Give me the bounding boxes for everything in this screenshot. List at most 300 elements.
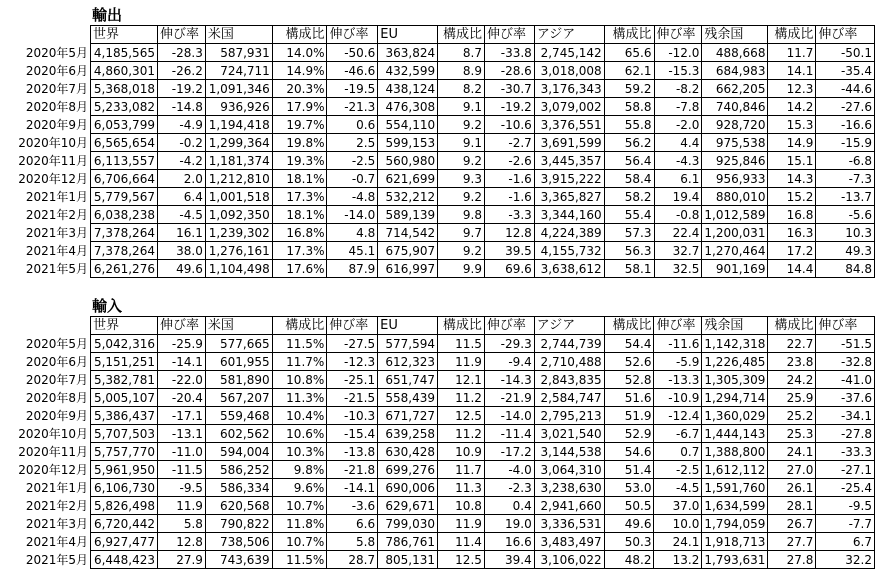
- data-cell[interactable]: 10.7%: [272, 533, 327, 551]
- data-cell[interactable]: 9.3: [438, 170, 485, 188]
- data-cell[interactable]: 5,961,950: [91, 461, 158, 479]
- row-label[interactable]: 2020年11月: [18, 153, 88, 168]
- data-cell[interactable]: 49.6: [157, 260, 205, 278]
- data-cell[interactable]: 5,779,567: [91, 188, 158, 206]
- data-cell[interactable]: 3,238,630: [534, 479, 604, 497]
- row-label[interactable]: 2021年3月: [25, 516, 89, 531]
- data-cell[interactable]: 738,506: [205, 533, 272, 551]
- data-cell[interactable]: 1,226,485: [702, 353, 768, 371]
- column-header[interactable]: 伸び率: [484, 317, 534, 335]
- data-cell[interactable]: 8.2: [438, 80, 485, 98]
- data-cell[interactable]: 3,344,160: [534, 206, 604, 224]
- data-cell[interactable]: 476,308: [378, 98, 438, 116]
- data-cell[interactable]: 1,104,498: [205, 260, 272, 278]
- data-cell[interactable]: 58.1: [604, 260, 654, 278]
- data-cell[interactable]: 58.2: [604, 188, 654, 206]
- data-cell[interactable]: 14.0%: [272, 44, 327, 62]
- data-cell[interactable]: 28.7: [327, 551, 378, 569]
- column-header[interactable]: 構成比: [768, 26, 816, 44]
- data-cell[interactable]: 601,955: [205, 353, 272, 371]
- data-cell[interactable]: -21.5: [327, 389, 378, 407]
- data-cell[interactable]: 3,079,002: [534, 98, 604, 116]
- data-cell[interactable]: -1.6: [485, 170, 535, 188]
- data-cell[interactable]: 9.2: [438, 152, 485, 170]
- data-cell[interactable]: -2.7: [485, 134, 535, 152]
- column-header[interactable]: 構成比: [604, 317, 654, 335]
- data-cell[interactable]: 51.4: [604, 461, 654, 479]
- column-header[interactable]: 構成比: [437, 317, 484, 335]
- row-label[interactable]: 2020年5月: [25, 336, 89, 351]
- data-cell[interactable]: 11.4: [437, 533, 484, 551]
- data-cell[interactable]: 6,706,664: [91, 170, 158, 188]
- data-cell[interactable]: 1,305,309: [702, 371, 768, 389]
- data-cell[interactable]: 23.8: [768, 353, 816, 371]
- data-cell[interactable]: -26.2: [157, 62, 205, 80]
- data-cell[interactable]: 52.8: [604, 371, 654, 389]
- data-cell[interactable]: 5.8: [327, 533, 378, 551]
- data-cell[interactable]: -6.7: [654, 425, 702, 443]
- data-cell[interactable]: -2.0: [654, 116, 702, 134]
- data-cell[interactable]: 52.6: [604, 353, 654, 371]
- data-cell[interactable]: -0.8: [654, 206, 702, 224]
- data-cell[interactable]: -2.5: [654, 461, 702, 479]
- row-label[interactable]: 2020年11月: [18, 444, 89, 459]
- data-cell[interactable]: 51.6: [604, 389, 654, 407]
- data-cell[interactable]: 6.4: [157, 188, 205, 206]
- data-cell[interactable]: -4.5: [654, 479, 702, 497]
- data-cell[interactable]: 48.2: [604, 551, 654, 569]
- column-header[interactable]: 残余国: [702, 317, 768, 335]
- column-header[interactable]: 残余国: [702, 26, 768, 44]
- data-cell[interactable]: 19.8%: [272, 134, 327, 152]
- data-cell[interactable]: 3,915,222: [534, 170, 604, 188]
- column-header[interactable]: 米国: [205, 317, 272, 335]
- data-cell[interactable]: 586,334: [205, 479, 272, 497]
- data-cell[interactable]: 532,212: [378, 188, 438, 206]
- data-cell[interactable]: 9.8: [438, 206, 485, 224]
- data-cell[interactable]: 438,124: [378, 80, 438, 98]
- data-cell[interactable]: -27.8: [816, 425, 875, 443]
- data-cell[interactable]: 12.1: [437, 371, 484, 389]
- data-cell[interactable]: 1,918,713: [702, 533, 768, 551]
- data-cell[interactable]: 956,933: [702, 170, 768, 188]
- data-cell[interactable]: -3.3: [485, 206, 535, 224]
- column-header[interactable]: EU: [378, 26, 438, 44]
- data-cell[interactable]: 28.1: [768, 497, 816, 515]
- data-cell[interactable]: 17.2: [768, 242, 816, 260]
- data-cell[interactable]: 901,169: [702, 260, 768, 278]
- data-cell[interactable]: -8.2: [654, 80, 702, 98]
- data-cell[interactable]: 4,185,565: [91, 44, 158, 62]
- data-cell[interactable]: 1,270,464: [702, 242, 768, 260]
- data-cell[interactable]: -0.7: [327, 170, 378, 188]
- column-header[interactable]: 世界: [91, 317, 158, 335]
- data-cell[interactable]: -37.6: [816, 389, 875, 407]
- data-cell[interactable]: 12.8: [158, 533, 206, 551]
- data-cell[interactable]: 12.3: [768, 80, 816, 98]
- row-label[interactable]: 2021年3月: [25, 225, 88, 240]
- data-cell[interactable]: 5,233,082: [91, 98, 158, 116]
- data-cell[interactable]: 6,261,276: [91, 260, 158, 278]
- data-cell[interactable]: 589,139: [378, 206, 438, 224]
- data-cell[interactable]: 2,795,213: [534, 407, 604, 425]
- data-cell[interactable]: 4.4: [654, 134, 702, 152]
- data-cell[interactable]: 16.8: [768, 206, 816, 224]
- data-cell[interactable]: 24.2: [768, 371, 816, 389]
- data-cell[interactable]: 15.3: [768, 116, 816, 134]
- data-cell[interactable]: -6.8: [816, 152, 875, 170]
- data-cell[interactable]: 928,720: [702, 116, 768, 134]
- data-cell[interactable]: 55.4: [604, 206, 654, 224]
- data-cell[interactable]: 10.8: [437, 497, 484, 515]
- data-cell[interactable]: 5,382,781: [91, 371, 158, 389]
- data-cell[interactable]: 0.7: [654, 443, 702, 461]
- data-cell[interactable]: -30.7: [485, 80, 535, 98]
- data-cell[interactable]: 14.9%: [272, 62, 327, 80]
- data-cell[interactable]: 1,001,518: [205, 188, 272, 206]
- data-cell[interactable]: 558,439: [378, 389, 438, 407]
- data-cell[interactable]: -7.3: [816, 170, 875, 188]
- data-cell[interactable]: 17.9%: [272, 98, 327, 116]
- data-cell[interactable]: 17.6%: [272, 260, 327, 278]
- data-cell[interactable]: 671,727: [378, 407, 438, 425]
- row-label[interactable]: 2021年4月: [25, 243, 88, 258]
- data-cell[interactable]: -9.5: [158, 479, 206, 497]
- data-cell[interactable]: 7,378,264: [91, 242, 158, 260]
- data-cell[interactable]: 26.1: [768, 479, 816, 497]
- data-cell[interactable]: -7.7: [816, 515, 875, 533]
- data-cell[interactable]: -13.8: [327, 443, 378, 461]
- data-cell[interactable]: 1,294,714: [702, 389, 768, 407]
- data-cell[interactable]: 1,634,599: [702, 497, 768, 515]
- data-cell[interactable]: -11.4: [484, 425, 534, 443]
- data-cell[interactable]: -33.3: [816, 443, 875, 461]
- data-cell[interactable]: 3,021,540: [534, 425, 604, 443]
- data-cell[interactable]: 58.4: [604, 170, 654, 188]
- data-cell[interactable]: 25.9: [768, 389, 816, 407]
- data-cell[interactable]: 25.3: [768, 425, 816, 443]
- column-header[interactable]: 構成比: [272, 317, 327, 335]
- data-cell[interactable]: 630,428: [378, 443, 438, 461]
- column-header[interactable]: 構成比: [768, 317, 816, 335]
- data-cell[interactable]: 363,824: [378, 44, 438, 62]
- data-cell[interactable]: 17.3%: [272, 242, 327, 260]
- data-cell[interactable]: 39.5: [485, 242, 535, 260]
- data-cell[interactable]: 11.7: [768, 44, 816, 62]
- data-cell[interactable]: 12.8: [485, 224, 535, 242]
- column-header[interactable]: 世界: [91, 26, 158, 44]
- data-cell[interactable]: -1.6: [485, 188, 535, 206]
- data-cell[interactable]: 11.9: [437, 353, 484, 371]
- column-header[interactable]: 構成比: [272, 26, 327, 44]
- row-label[interactable]: 2020年8月: [25, 99, 88, 114]
- data-cell[interactable]: -5.9: [654, 353, 702, 371]
- data-cell[interactable]: 16.6: [484, 533, 534, 551]
- data-cell[interactable]: 621,699: [378, 170, 438, 188]
- column-header[interactable]: アジア: [534, 317, 604, 335]
- data-cell[interactable]: 3,064,310: [534, 461, 604, 479]
- row-label[interactable]: 2020年12月: [18, 462, 89, 477]
- data-cell[interactable]: 26.7: [768, 515, 816, 533]
- data-cell[interactable]: 2,745,142: [534, 44, 604, 62]
- column-header[interactable]: 伸び率: [816, 317, 875, 335]
- data-cell[interactable]: 790,822: [205, 515, 272, 533]
- data-cell[interactable]: 1,794,059: [702, 515, 768, 533]
- data-cell[interactable]: 581,890: [205, 371, 272, 389]
- data-cell[interactable]: -12.3: [327, 353, 378, 371]
- data-cell[interactable]: -2.6: [485, 152, 535, 170]
- data-cell[interactable]: -27.5: [327, 335, 378, 353]
- data-cell[interactable]: 0.4: [484, 497, 534, 515]
- data-cell[interactable]: 12.5: [437, 407, 484, 425]
- data-cell[interactable]: 38.0: [157, 242, 205, 260]
- row-label[interactable]: 2021年2月: [25, 207, 88, 222]
- data-cell[interactable]: 1,591,760: [702, 479, 768, 497]
- data-cell[interactable]: 6,106,730: [91, 479, 158, 497]
- data-cell[interactable]: 56.4: [604, 152, 654, 170]
- data-cell[interactable]: 87.9: [327, 260, 378, 278]
- data-cell[interactable]: 22.7: [768, 335, 816, 353]
- data-cell[interactable]: 5.8: [158, 515, 206, 533]
- data-cell[interactable]: 6,448,423: [91, 551, 158, 569]
- data-cell[interactable]: -33.8: [485, 44, 535, 62]
- data-cell[interactable]: -51.5: [816, 335, 875, 353]
- data-cell[interactable]: 10.0: [654, 515, 702, 533]
- data-cell[interactable]: 24.1: [654, 533, 702, 551]
- data-cell[interactable]: 488,668: [702, 44, 768, 62]
- data-cell[interactable]: 11.7: [437, 461, 484, 479]
- data-cell[interactable]: -4.2: [157, 152, 205, 170]
- data-cell[interactable]: 14.9: [768, 134, 816, 152]
- column-header[interactable]: 構成比: [604, 26, 654, 44]
- data-cell[interactable]: 4,224,389: [534, 224, 604, 242]
- data-cell[interactable]: -34.1: [816, 407, 875, 425]
- data-cell[interactable]: 1,212,810: [205, 170, 272, 188]
- data-cell[interactable]: 9.8%: [272, 461, 327, 479]
- data-cell[interactable]: 27.7: [768, 533, 816, 551]
- data-cell[interactable]: 55.8: [604, 116, 654, 134]
- data-cell[interactable]: 65.6: [604, 44, 654, 62]
- data-cell[interactable]: 49.6: [604, 515, 654, 533]
- data-cell[interactable]: 25.2: [768, 407, 816, 425]
- data-cell[interactable]: -22.0: [158, 371, 206, 389]
- data-cell[interactable]: 5,757,770: [91, 443, 158, 461]
- data-cell[interactable]: 6,113,557: [91, 152, 158, 170]
- data-cell[interactable]: 52.9: [604, 425, 654, 443]
- data-cell[interactable]: 432,599: [378, 62, 438, 80]
- data-cell[interactable]: 56.2: [604, 134, 654, 152]
- data-cell[interactable]: -11.5: [158, 461, 206, 479]
- data-cell[interactable]: 11.3: [437, 479, 484, 497]
- data-cell[interactable]: -9.4: [484, 353, 534, 371]
- data-cell[interactable]: 9.2: [438, 116, 485, 134]
- data-cell[interactable]: -29.3: [484, 335, 534, 353]
- row-label[interactable]: 2020年6月: [25, 354, 89, 369]
- data-cell[interactable]: 11.2: [437, 425, 484, 443]
- data-cell[interactable]: 14.4: [768, 260, 816, 278]
- data-cell[interactable]: 2,710,488: [534, 353, 604, 371]
- data-cell[interactable]: 11.5%: [272, 335, 327, 353]
- data-cell[interactable]: 11.8%: [272, 515, 327, 533]
- column-header[interactable]: EU: [378, 317, 438, 335]
- data-cell[interactable]: 10.9: [437, 443, 484, 461]
- data-cell[interactable]: -2.5: [327, 152, 378, 170]
- data-cell[interactable]: 3,365,827: [534, 188, 604, 206]
- data-cell[interactable]: 27.8: [768, 551, 816, 569]
- data-cell[interactable]: 6,565,654: [91, 134, 158, 152]
- data-cell[interactable]: 4,155,732: [534, 242, 604, 260]
- data-cell[interactable]: 1,612,112: [702, 461, 768, 479]
- data-cell[interactable]: -14.0: [484, 407, 534, 425]
- data-cell[interactable]: 577,665: [205, 335, 272, 353]
- row-label[interactable]: 2020年7月: [25, 81, 88, 96]
- data-cell[interactable]: -4.0: [484, 461, 534, 479]
- data-cell[interactable]: 1,200,031: [702, 224, 768, 242]
- data-cell[interactable]: 62.1: [604, 62, 654, 80]
- data-cell[interactable]: 3,144,538: [534, 443, 604, 461]
- column-header[interactable]: 伸び率: [485, 26, 535, 44]
- data-cell[interactable]: -5.6: [816, 206, 875, 224]
- row-label[interactable]: 2021年5月: [25, 261, 88, 276]
- data-cell[interactable]: 599,153: [378, 134, 438, 152]
- data-cell[interactable]: 11.9: [158, 497, 206, 515]
- data-cell[interactable]: 1,276,161: [205, 242, 272, 260]
- data-cell[interactable]: 602,562: [205, 425, 272, 443]
- data-cell[interactable]: 45.1: [327, 242, 378, 260]
- data-cell[interactable]: 15.2: [768, 188, 816, 206]
- data-cell[interactable]: -11.0: [158, 443, 206, 461]
- data-cell[interactable]: 16.8%: [272, 224, 327, 242]
- data-cell[interactable]: 6.7: [816, 533, 875, 551]
- data-cell[interactable]: 9.7: [438, 224, 485, 242]
- data-cell[interactable]: -28.3: [157, 44, 205, 62]
- data-cell[interactable]: 629,671: [378, 497, 438, 515]
- data-cell[interactable]: 14.1: [768, 62, 816, 80]
- data-cell[interactable]: 5,005,107: [91, 389, 158, 407]
- data-cell[interactable]: 936,926: [205, 98, 272, 116]
- data-cell[interactable]: -44.6: [816, 80, 875, 98]
- data-cell[interactable]: 5,042,316: [91, 335, 158, 353]
- data-cell[interactable]: 27.9: [158, 551, 206, 569]
- data-cell[interactable]: 39.4: [484, 551, 534, 569]
- data-cell[interactable]: 662,205: [702, 80, 768, 98]
- data-cell[interactable]: -50.6: [327, 44, 378, 62]
- data-cell[interactable]: 20.3%: [272, 80, 327, 98]
- data-cell[interactable]: 10.7%: [272, 497, 327, 515]
- data-cell[interactable]: 740,846: [702, 98, 768, 116]
- data-cell[interactable]: 12.5: [437, 551, 484, 569]
- data-cell[interactable]: 49.3: [816, 242, 875, 260]
- data-cell[interactable]: 19.7%: [272, 116, 327, 134]
- data-cell[interactable]: 19.3%: [272, 152, 327, 170]
- data-cell[interactable]: 1,793,631: [702, 551, 768, 569]
- data-cell[interactable]: -14.3: [484, 371, 534, 389]
- data-cell[interactable]: 37.0: [654, 497, 702, 515]
- data-cell[interactable]: 2.5: [327, 134, 378, 152]
- data-cell[interactable]: -17.1: [158, 407, 206, 425]
- data-cell[interactable]: 54.6: [604, 443, 654, 461]
- data-cell[interactable]: 5,151,251: [91, 353, 158, 371]
- data-cell[interactable]: 19.0: [484, 515, 534, 533]
- data-cell[interactable]: 7,378,264: [91, 224, 158, 242]
- data-cell[interactable]: -10.9: [654, 389, 702, 407]
- data-cell[interactable]: -20.4: [158, 389, 206, 407]
- data-cell[interactable]: 559,468: [205, 407, 272, 425]
- data-cell[interactable]: 50.5: [604, 497, 654, 515]
- data-cell[interactable]: -13.1: [158, 425, 206, 443]
- data-cell[interactable]: -17.2: [484, 443, 534, 461]
- data-cell[interactable]: 3,445,357: [534, 152, 604, 170]
- data-cell[interactable]: -21.9: [484, 389, 534, 407]
- data-cell[interactable]: 57.3: [604, 224, 654, 242]
- data-cell[interactable]: -27.1: [816, 461, 875, 479]
- row-label[interactable]: 2021年4月: [25, 534, 89, 549]
- data-cell[interactable]: 16.1: [157, 224, 205, 242]
- data-cell[interactable]: 10.3: [816, 224, 875, 242]
- column-header[interactable]: 伸び率: [654, 26, 702, 44]
- data-cell[interactable]: 1,092,350: [205, 206, 272, 224]
- data-cell[interactable]: 743,639: [205, 551, 272, 569]
- data-cell[interactable]: 16.3: [768, 224, 816, 242]
- column-header[interactable]: 伸び率: [158, 317, 206, 335]
- data-cell[interactable]: 15.1: [768, 152, 816, 170]
- data-cell[interactable]: -10.6: [485, 116, 535, 134]
- data-cell[interactable]: -4.3: [654, 152, 702, 170]
- row-label[interactable]: 2020年5月: [25, 45, 88, 60]
- data-cell[interactable]: -50.1: [816, 44, 875, 62]
- data-cell[interactable]: 639,258: [378, 425, 438, 443]
- data-cell[interactable]: -11.6: [654, 335, 702, 353]
- data-cell[interactable]: -15.3: [654, 62, 702, 80]
- data-cell[interactable]: 5,386,437: [91, 407, 158, 425]
- data-cell[interactable]: 69.6: [485, 260, 535, 278]
- data-cell[interactable]: -28.6: [485, 62, 535, 80]
- data-cell[interactable]: 2,584,747: [534, 389, 604, 407]
- data-cell[interactable]: 53.0: [604, 479, 654, 497]
- data-cell[interactable]: 54.4: [604, 335, 654, 353]
- column-header[interactable]: 伸び率: [327, 26, 378, 44]
- data-cell[interactable]: 4.8: [327, 224, 378, 242]
- data-cell[interactable]: -21.8: [327, 461, 378, 479]
- data-cell[interactable]: 616,997: [378, 260, 438, 278]
- data-cell[interactable]: -13.3: [654, 371, 702, 389]
- data-cell[interactable]: 554,110: [378, 116, 438, 134]
- row-label[interactable]: 2021年2月: [25, 498, 89, 513]
- data-cell[interactable]: 9.2: [438, 188, 485, 206]
- data-cell[interactable]: 1,142,318: [702, 335, 768, 353]
- data-cell[interactable]: -21.3: [327, 98, 378, 116]
- row-label[interactable]: 2021年5月: [25, 552, 89, 567]
- data-cell[interactable]: -9.5: [816, 497, 875, 515]
- data-cell[interactable]: 11.7%: [272, 353, 327, 371]
- data-cell[interactable]: 699,276: [378, 461, 438, 479]
- data-cell[interactable]: -32.8: [816, 353, 875, 371]
- data-cell[interactable]: 9.6%: [272, 479, 327, 497]
- data-cell[interactable]: -0.2: [157, 134, 205, 152]
- data-cell[interactable]: 6,038,238: [91, 206, 158, 224]
- data-cell[interactable]: 1,012,589: [702, 206, 768, 224]
- data-cell[interactable]: -4.5: [157, 206, 205, 224]
- data-cell[interactable]: 2,941,660: [534, 497, 604, 515]
- column-header[interactable]: 米国: [205, 26, 272, 44]
- data-cell[interactable]: 6,720,442: [91, 515, 158, 533]
- data-cell[interactable]: 714,542: [378, 224, 438, 242]
- column-header[interactable]: 伸び率: [157, 26, 205, 44]
- data-cell[interactable]: -13.7: [816, 188, 875, 206]
- data-cell[interactable]: 11.5%: [272, 551, 327, 569]
- row-label[interactable]: 2020年9月: [25, 408, 89, 423]
- data-cell[interactable]: 11.2: [437, 389, 484, 407]
